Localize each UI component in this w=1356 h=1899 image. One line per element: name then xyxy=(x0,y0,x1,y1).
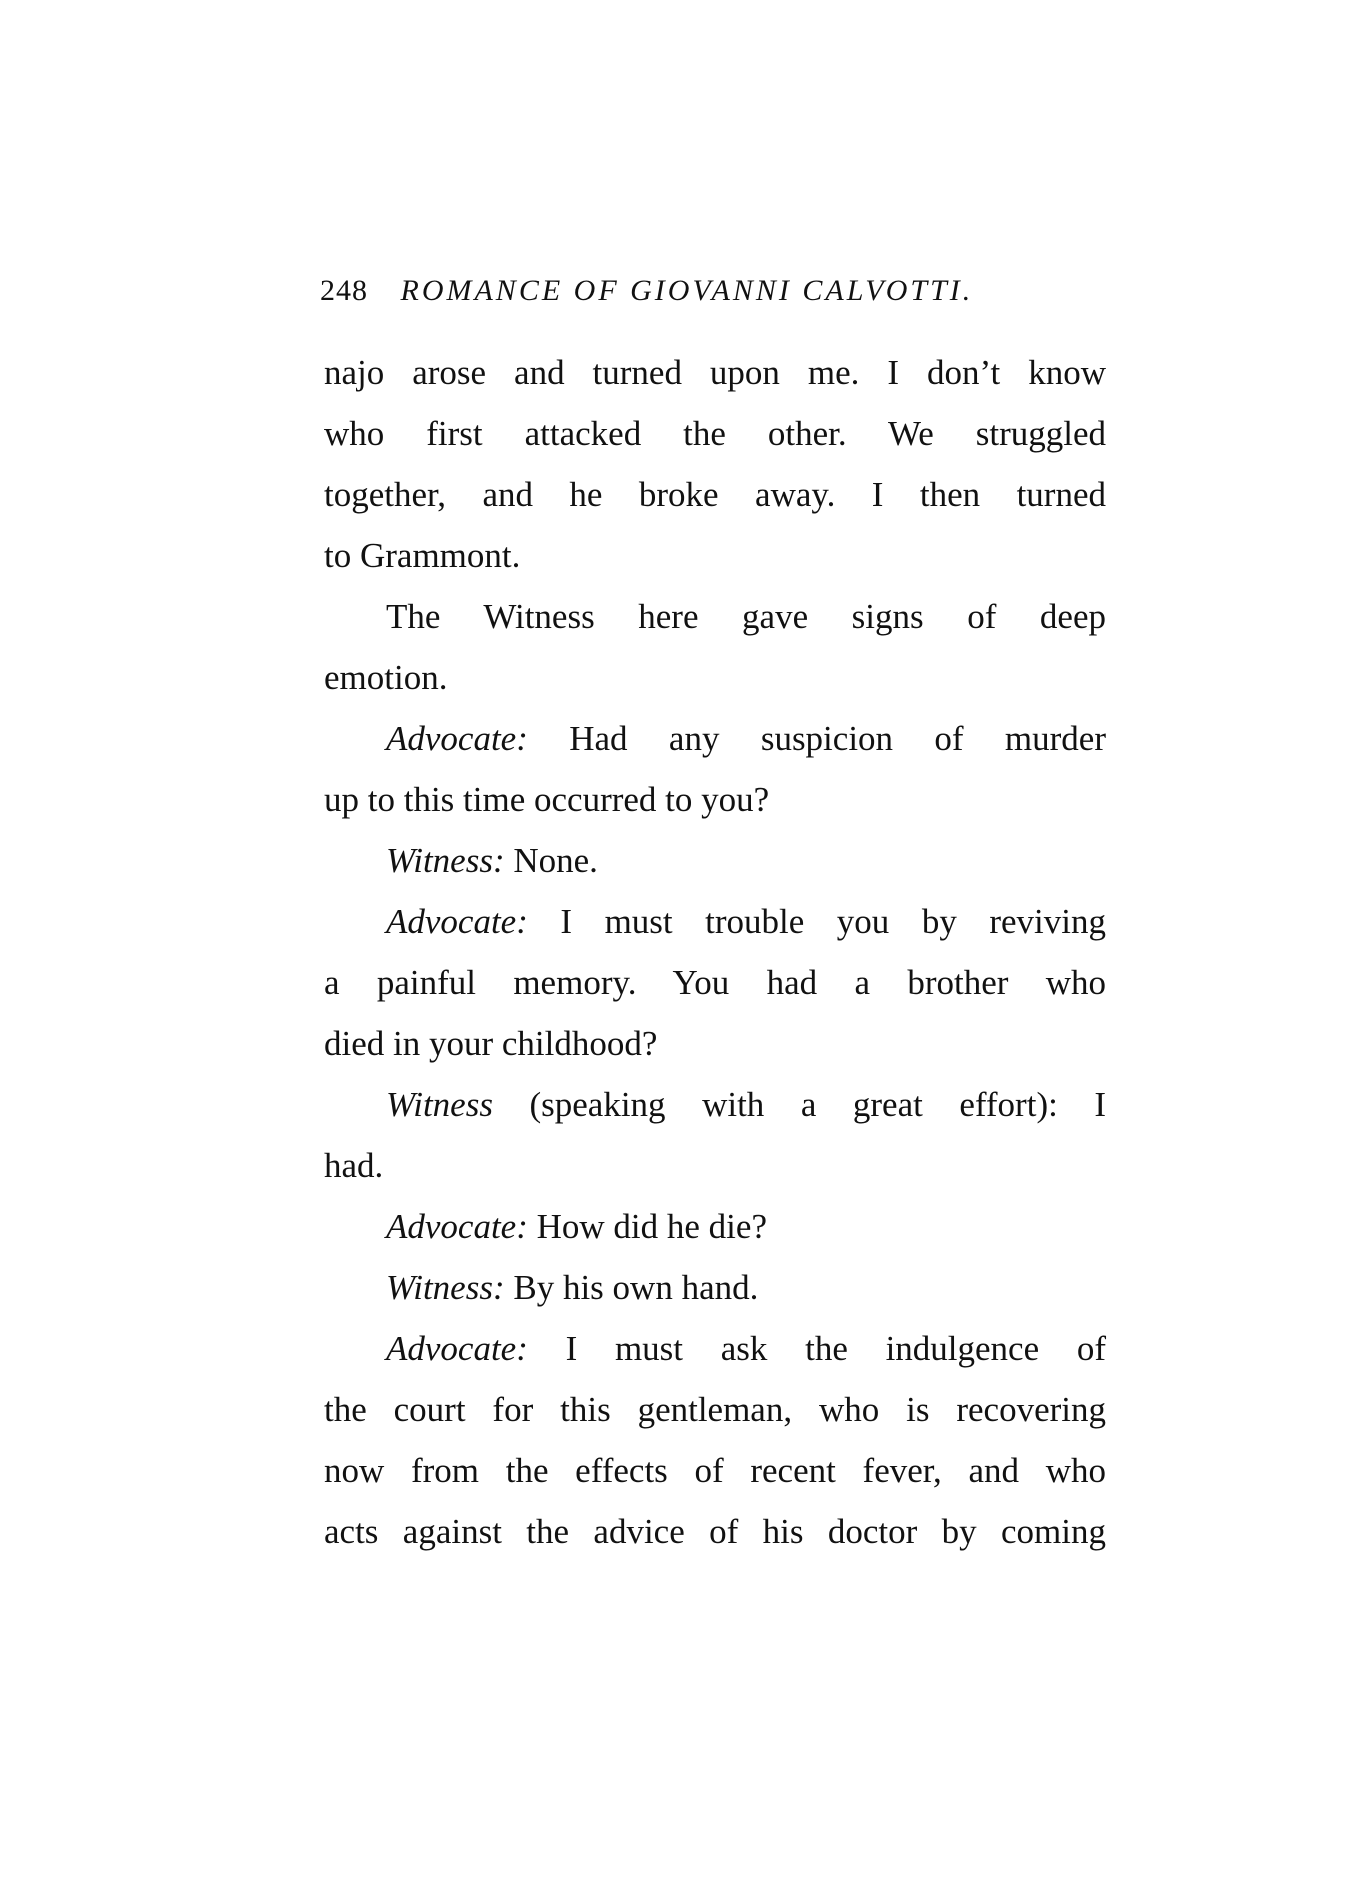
page-number: 248 xyxy=(320,274,368,307)
speech-text: By his own hand. xyxy=(504,1268,759,1307)
text-line: to Grammont. xyxy=(324,536,521,575)
speech-text: How did he die? xyxy=(527,1207,767,1246)
text-line xyxy=(324,708,1106,769)
speaker-label: Advocate: xyxy=(386,1207,528,1246)
text-line: najo arose and turned upon me. I don’t know xyxy=(324,353,1106,392)
paragraph xyxy=(324,342,1106,586)
text-line: had. xyxy=(324,1146,384,1185)
dialogue-paragraph xyxy=(324,1257,1106,1318)
speaker-label: Witness: xyxy=(386,1268,505,1307)
paragraph xyxy=(324,586,1106,708)
running-title: ROMANCE OF GIOVANNI CALVOTTI. xyxy=(400,274,974,307)
dialogue-paragraph xyxy=(324,891,1106,1074)
dialogue-paragraph xyxy=(324,1074,1106,1196)
dialogue-paragraph xyxy=(324,1196,1106,1257)
text-line: the court for this gentleman, who is recovering xyxy=(324,1390,1106,1429)
speech-text: I must ask the indulgence of xyxy=(527,1329,1106,1368)
dialogue-paragraph xyxy=(324,708,1106,830)
text-line: up to this time occurred to you? xyxy=(324,780,770,819)
text-line xyxy=(324,891,1106,952)
speech-text: None. xyxy=(504,841,598,880)
speech-text: I must trouble you by reviving xyxy=(527,902,1106,941)
text-line xyxy=(324,1196,1106,1257)
body-text xyxy=(324,342,1106,1562)
speech-text: (speaking with a great effort): I xyxy=(492,1085,1106,1124)
text-line: a painful memory. You had a brother who xyxy=(324,963,1106,1002)
text-line: died in your childhood? xyxy=(324,1024,658,1063)
speaker-label: Advocate: xyxy=(386,719,528,758)
speaker-label: Witness: xyxy=(386,841,505,880)
text-line xyxy=(324,1074,1106,1135)
text-line: acts against the advice of his doctor by coming xyxy=(324,1512,1106,1551)
speaker-label: Advocate: xyxy=(386,1329,528,1368)
text-line: emotion. xyxy=(324,658,448,697)
running-head xyxy=(320,274,1100,314)
text-line xyxy=(324,830,1106,891)
text-line: who first attacked the other. We struggled xyxy=(324,414,1106,453)
speaker-label: Advocate: xyxy=(386,902,528,941)
text-line: now from the effects of recent fever, and who xyxy=(324,1451,1106,1490)
text-line: The Witness here gave signs of deep xyxy=(386,597,1106,636)
text-line: together, and he broke away. I then turned xyxy=(324,475,1106,514)
dialogue-paragraph xyxy=(324,1318,1106,1562)
dialogue-paragraph xyxy=(324,830,1106,891)
speech-text: Had any suspicion of murder xyxy=(527,719,1106,758)
text-line xyxy=(324,1318,1106,1379)
speaker-label: Witness xyxy=(386,1085,493,1124)
text-line xyxy=(324,1257,1106,1318)
